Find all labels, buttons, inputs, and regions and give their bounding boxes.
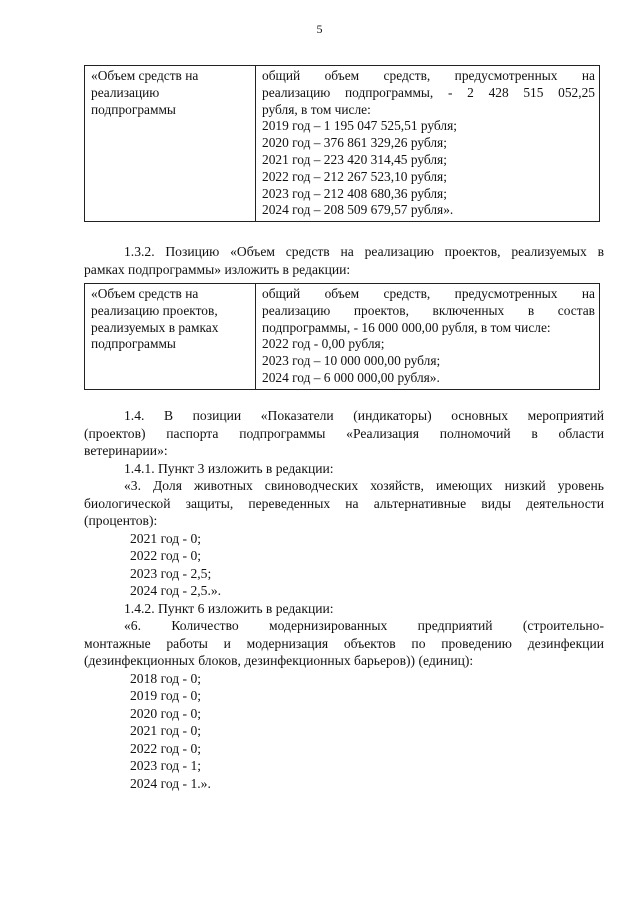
- year-value-line: 2022 год - 0;: [130, 548, 202, 563]
- label-line: «Объем средств на: [91, 68, 199, 83]
- year-amount-line: 2022 год – 212 267 523,10 рубля;: [262, 168, 447, 184]
- value-line: реализацию проектов, включенных в состав: [262, 302, 595, 318]
- label-line: реализацию проектов,: [91, 302, 218, 318]
- value-line: общий объем средств, предусмотренных на: [262, 286, 595, 301]
- label-line: реализацию: [91, 84, 160, 100]
- item-6-line: «6. Количество модернизированных предприятий (строительно-: [124, 618, 604, 633]
- paragraph-1-3-2: [84, 243, 604, 278]
- year-amount-line: 2019 год – 1 195 047 525,51 рубля;: [262, 118, 457, 134]
- year-amount-line: 2022 год - 0,00 рубля;: [262, 336, 385, 352]
- paragraph-line: ветеринарии»:: [84, 443, 168, 458]
- table-row: [85, 66, 600, 222]
- paragraph-line: (проектов) паспорта подпрограммы «Реализация полномочий в области: [84, 425, 604, 441]
- year-amount-line: 2021 год – 223 420 314,45 рубля;: [262, 151, 447, 167]
- year-value-line: 2020 год - 0;: [130, 705, 202, 721]
- year-value-line: 2024 год - 1.».: [130, 775, 211, 791]
- table-funding-subprogram: [84, 65, 600, 222]
- paragraph-line: 1.3.2. Позицию «Объем средств на реализацию проектов, реализуемых в: [124, 244, 604, 259]
- year-value-line: 2021 год - 0;: [130, 530, 202, 546]
- year-value-line: 2023 год - 1;: [130, 758, 202, 773]
- table-value-cell: [256, 284, 600, 390]
- label-line: «Объем средств на: [91, 286, 199, 301]
- year-amount-line: 2024 год – 208 509 679,57 рубля».: [262, 202, 454, 218]
- table-row: [85, 284, 600, 390]
- table-funding-projects: [84, 283, 600, 390]
- year-amount-line: 2023 год – 212 408 680,36 рубля;: [262, 185, 447, 201]
- year-value-line: 2018 год - 0;: [130, 670, 202, 686]
- label-line: подпрограммы: [91, 101, 176, 117]
- value-line: реализацию подпрограммы, - 2 428 515 052,25: [262, 84, 595, 100]
- paragraph-line: 1.4. В позиции «Показатели (индикаторы) основных мероприятий: [124, 408, 604, 423]
- label-line: подпрограммы: [91, 336, 176, 352]
- year-amount-line: 2020 год – 376 861 329,26 рубля;: [262, 135, 447, 151]
- value-line: подпрограммы, - 16 000 000,00 рубля, в том числе:: [262, 319, 551, 335]
- table-label-cell: [85, 66, 256, 222]
- year-value-line: 2024 год - 2,5.».: [130, 583, 222, 598]
- item-3-line: биологической защиты, переведенных на альтернативные виды деятельности: [84, 495, 604, 511]
- paragraph-line: рамках подпрограммы» изложить в редакции:: [84, 261, 351, 277]
- table-value-cell: [256, 66, 600, 222]
- year-value-line: 2019 год - 0;: [130, 688, 202, 703]
- page-number: 5: [316, 22, 323, 36]
- item-6-line: (дезинфекционных блоков, дезинфекционных барьеров)) (единиц):: [84, 653, 474, 668]
- item-3-line: (процентов):: [84, 513, 158, 528]
- paragraph-1-4-1-heading: 1.4.1. Пункт 3 изложить в редакции:: [124, 460, 334, 476]
- item-3-line: «3. Доля животных свиноводческих хозяйств, имеющих низкий уровень: [124, 478, 604, 493]
- year-amount-line: 2024 год – 6 000 000,00 рубля».: [262, 369, 440, 385]
- value-line: рубля, в том числе:: [262, 101, 371, 117]
- year-value-line: 2021 год - 0;: [130, 723, 202, 738]
- paragraph-1-4: [84, 407, 604, 792]
- label-line: реализуемых в рамках: [91, 319, 219, 335]
- year-value-line: 2022 год - 0;: [130, 740, 202, 756]
- table-label-cell: [85, 284, 256, 390]
- value-line: общий объем средств, предусмотренных на: [262, 68, 595, 83]
- year-amount-line: 2023 год – 10 000 000,00 рубля;: [262, 353, 441, 369]
- item-6-line: монтажные работы и модернизация объектов по проведению дезинфекции: [84, 635, 604, 651]
- paragraph-1-4-2-heading: 1.4.2. Пункт 6 изложить в редакции:: [124, 600, 334, 616]
- year-value-line: 2023 год - 2,5;: [130, 565, 212, 581]
